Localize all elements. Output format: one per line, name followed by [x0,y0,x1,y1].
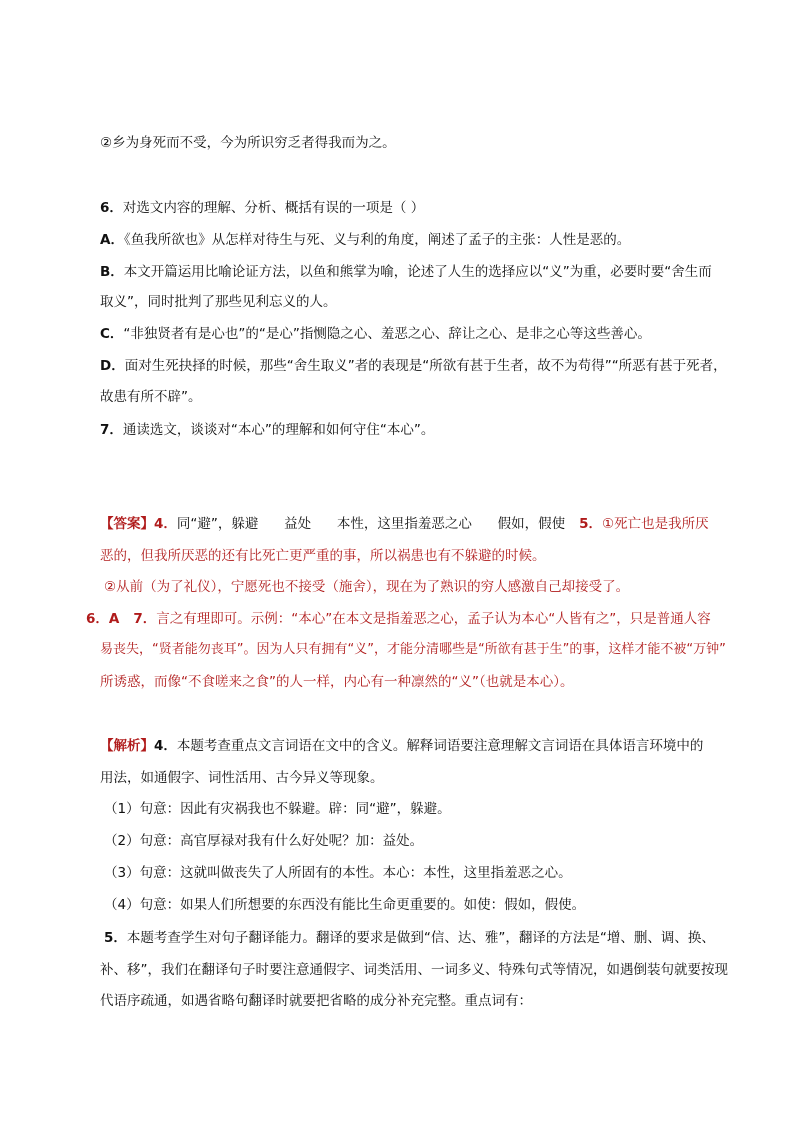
question-7-text: 通读选文，谈谈对“本心”的理解和如何守住“本心”。 [122,422,435,438]
question-5-item-2: ②乡为身死而不受，今为所识穷乏者得我而为之。 [100,135,396,151]
question-7 [100,420,434,440]
analysis-q4-text: 本题考查重点文言词语在文中的含义。解释词语要注意理解文言词语在具体语言环境中的 [176,738,704,754]
analysis-line-1 [100,736,703,756]
answer-line-4 [86,609,711,629]
option-b-text-1: 本文开篇运用比喻论证方法，以鱼和熊掌为喻，论述了人生的选择应以“义”为重，必要时要“舍生而 [123,264,712,280]
option-d-text-1: 面对生死抉择的时候，那些“舍生取义”者的表现是“所欲有甚于生者，故不为苟得”“所恶有甚于死者， [124,358,727,374]
analysis-q5-text-1: 本题考查学生对句子翻译能力。翻译的要求是做到“信、达、雅”，翻译的方法是“增、删、调、换、 [126,930,715,946]
answer-q5-text-1: ①死亡也是我所厌 [602,516,709,532]
option-a [100,230,630,250]
analysis-item-2: （2）句意：高官厚禄对我有什么好处呢？加：益处。 [104,833,424,849]
answer-q4-text: 同“避”，躲避 益处 本性，这里指羞恶之心 假如，假使 [176,516,566,532]
analysis-q4-number: 4． [154,738,177,754]
answer-line-1 [100,514,709,534]
analysis-q5-line-1 [104,928,715,948]
question-6-stem [100,198,424,218]
option-b-line-2: 取义”，同时批判了那些见利忘义的人。 [100,294,337,310]
analysis-q5-line-3: 代语序疏通，如遇省略句翻译时就要把省略的成分补充完整。重点词有： [100,993,532,1009]
option-d-label: D． [100,358,125,374]
analysis-item-4: （4）句意：如果人们所想要的东西没有能比生命更重要的。如使：假如，假使。 [104,897,586,913]
analysis-item-3: （3）句意：这就叫做丧失了人所固有的本性。本心：本性，这里指羞恶之心。 [104,865,572,881]
answer-q5-number: 5． [579,516,603,532]
option-a-text: 《鱼我所欲也》从怎样对待生与死、义与利的角度，阐述了孟子的主张：人性是恶的。 [123,232,631,248]
option-b-line-1 [100,262,712,282]
analysis-item-1: （1）句意：因此有灾祸我也不躲避。辟：同“避”，躲避。 [104,801,451,817]
answer-line-3: ②从前（为了礼仪），宁愿死也不接受（施舍），现在为了熟识的穷人感激自己却接受了。 [104,579,630,595]
answer-q7-number: 7． [133,611,157,627]
option-b-label: B． [100,264,124,280]
answer-q4-number: 4． [154,516,177,532]
option-c-label: C． [100,326,124,342]
analysis-line-2: 用法，如通假字、词性活用、古今异义等现象。 [100,770,384,786]
answer-line-6: 所诱惑，而像“不食嗟来之食”的人一样，内心有一种凛然的“义”（也就是本心）。 [100,674,574,690]
option-c [100,324,651,344]
answer-line-2: 恶的，但我所厌恶的还有比死亡更严重的事，所以祸患也有不躲避的时候。 [100,548,546,564]
option-c-text: “非独贤者有是心也”的“是心”指恻隐之心、羞恶之心、辞让之心、是非之心等这些善心。 [123,326,651,342]
option-d-line-1 [100,356,727,376]
question-7-number: 7． [100,422,123,438]
option-a-label: A． [100,232,124,248]
analysis-tag: 【解析】 [100,738,154,754]
answer-q7-text-1: 言之有理即可。示例：“本心”在本文是指羞恶之心，孟子认为本心“人皆有之”，只是普通人容 [156,611,711,627]
answer-q6: 6．A [86,611,120,627]
answer-line-5: 易丧失，“贤者能勿丧耳”。因为人只有拥有“义”，才能分清哪些是“所欲有甚于生”的事，这样才能不被“万钟” [100,642,726,657]
option-d-line-2: 故患有所不辟”。 [100,389,202,405]
analysis-q5-line-2: 补、移”，我们在翻译句子时要注意通假字、词类活用、一词多义、特殊句式等情况，如遇倒装句就要按现 [100,962,728,978]
question-6-number: 6． [100,200,123,216]
analysis-q5-number: 5． [104,930,127,946]
question-6-text: 对选文内容的理解、分析、概括有误的一项是（ ） [122,200,425,216]
answer-tag: 【答案】 [100,516,154,532]
